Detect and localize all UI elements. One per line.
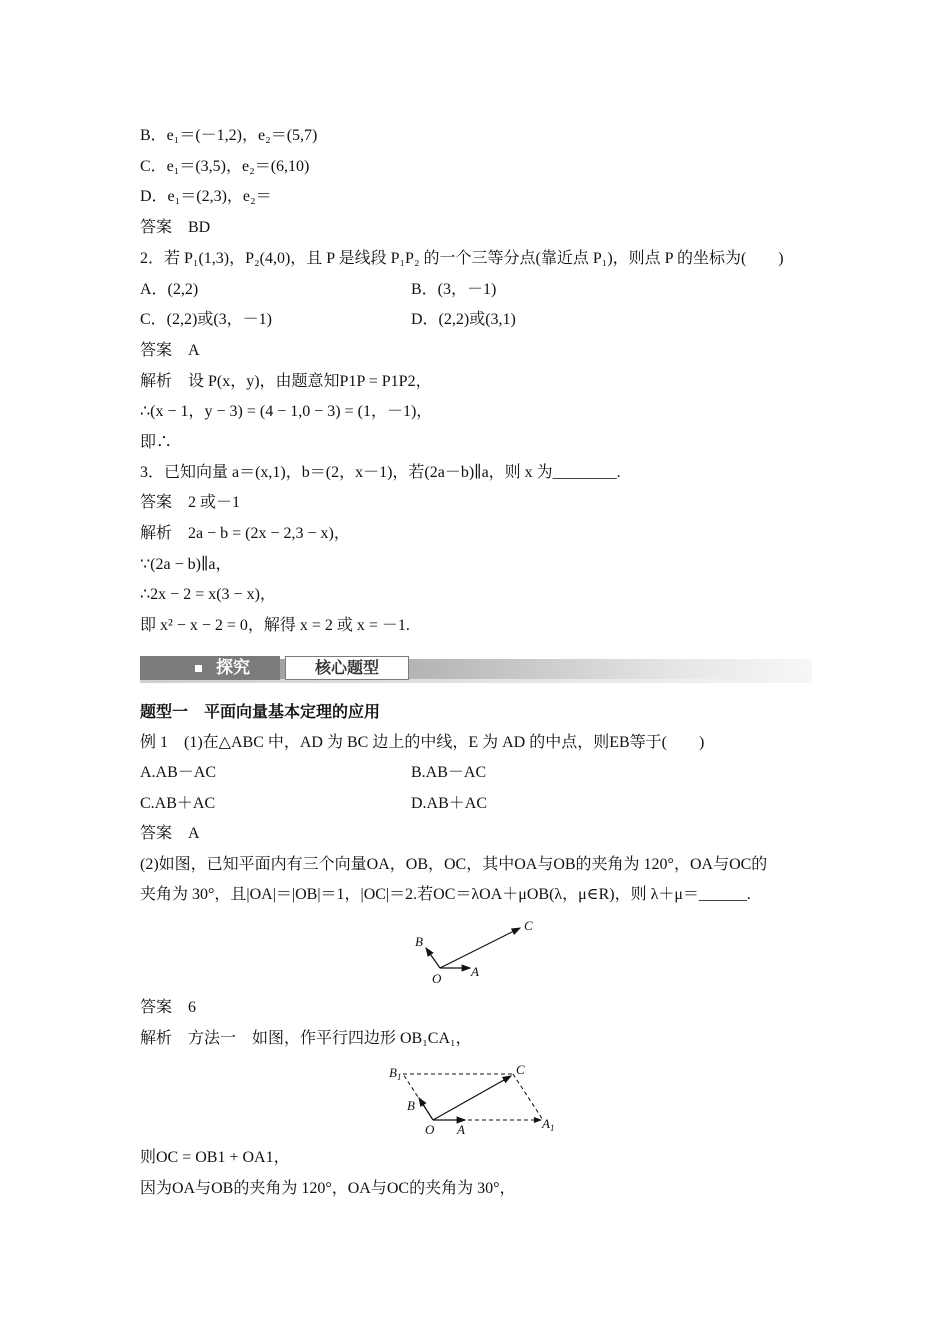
q2-option-a: A．(2,2) <box>140 281 199 298</box>
analysis-3-line-2: ∵(2a − b)∥a， <box>140 556 232 573</box>
analysis-3-line-4: 即 x² − x − 2 = 0，解得 x = 2 或 x = －1. <box>140 617 410 634</box>
fig2-label-a: A <box>457 1122 465 1137</box>
vector-ob-2 <box>419 1098 433 1120</box>
ex1-option-c: C.AB＋AC <box>140 795 216 812</box>
section-heading: 题型一 平面向量基本定理的应用 <box>140 704 381 721</box>
ex1-option-d: D.AB＋AC <box>411 795 488 812</box>
fig1-label-c: C <box>524 918 533 933</box>
answer-ex1-part2: 答案 6 <box>140 999 197 1016</box>
parallelogram-figure <box>385 1058 565 1138</box>
question-2: 2．若 P₁(1,3)，P₂(4,0)，且 P 是线段 P₁P₂ 的一个三等分点(靠近点 P₁)，则点 P 的坐标为( ) <box>140 250 784 267</box>
answer-3: 答案 2 或－1 <box>140 494 241 511</box>
analysis-3-line-3: ∴2x − 2 = x(3 − x)， <box>140 586 276 603</box>
example-1-question: 例 1 (1)在△ABC 中，AD 为 BC 边上的中线，E 为 AD 的中点，则EB等于( ) <box>140 734 705 751</box>
option-b-line: B．e₁＝(－1,2)，e₂＝(5,7) <box>140 127 318 144</box>
banner-right-label: 核心题型 <box>285 656 409 680</box>
section-banner <box>140 655 812 683</box>
q2-option-d: D．(2,2)或(3,1) <box>411 311 516 328</box>
fig1-label-o: O <box>432 971 442 986</box>
analysis-ex1-line-2: 则OC = OB1 + OA1， <box>140 1149 290 1166</box>
q2-option-b: B．(3，－1) <box>411 281 497 298</box>
ex1-option-b: B.AB－AC <box>411 764 487 781</box>
analysis-2-line-1: 解析 设 P(x，y)，由题意知P1P = P1P2， <box>140 373 432 390</box>
fig2-label-a1: $A_1$ <box>542 1116 555 1133</box>
vector-oc-2 <box>433 1076 511 1120</box>
answer-1: 答案 BD <box>140 219 211 236</box>
fig1-label-a: A <box>471 964 479 979</box>
option-c-line: C．e₁＝(3,5)，e₂＝(6,10) <box>140 158 310 175</box>
option-d-line: D．e₁＝(2,3)，e₂＝ <box>140 188 272 205</box>
fig2-label-o: O <box>425 1122 435 1137</box>
analysis-ex1-line-3: 因为OA与OB的夹角为 120°，OA与OC的夹角为 30°， <box>140 1180 516 1197</box>
banner-left-label: 探究 <box>216 658 250 678</box>
edge-c-a1 <box>513 1074 543 1120</box>
analysis-2-line-3: 即∴ <box>140 434 173 451</box>
question-3: 3．已知向量 a＝(x,1)，b＝(2，x－1)，若(2a－b)∥a，则 x 为________. <box>140 464 621 481</box>
square-bullet-icon <box>195 665 202 672</box>
vector-figure-1 <box>400 912 550 990</box>
analysis-2-line-2: ∴(x − 1，y − 3) = (4 − 1,0 − 3) = (1，－1)， <box>140 403 433 420</box>
fig1-label-b: B <box>415 934 423 949</box>
answer-2: 答案 A <box>140 342 200 359</box>
fig2-label-c: C <box>516 1062 525 1077</box>
analysis-ex1-line-1: 解析 方法一 如图，作平行四边形 OB₁CA₁， <box>140 1030 472 1047</box>
vector-oc <box>440 928 520 968</box>
ex1-part2-line-1: (2)如图，已知平面内有三个向量OA，OB，OC，其中OA与OB的夹角为 120°，OA与OC的 <box>140 856 768 873</box>
vector-ob <box>426 948 440 968</box>
analysis-3-line-1: 解析 2a − b = (2x − 2,3 − x)， <box>140 525 350 542</box>
fig2-label-b: B <box>407 1098 415 1113</box>
ex1-part2-line-2: 夹角为 30°，且|OA|＝|OB|＝1，|OC|＝2.若OC＝λOA＋μOB(λ，μ∈R)，则 λ＋μ＝______. <box>140 886 751 903</box>
q2-option-c: C．(2,2)或(3，－1) <box>140 311 272 328</box>
ex1-option-a: A.AB－AC <box>140 764 217 781</box>
fig2-label-b1: $B_1$ <box>389 1065 402 1082</box>
banner-left-block <box>140 656 280 680</box>
answer-ex1: 答案 A <box>140 825 200 842</box>
